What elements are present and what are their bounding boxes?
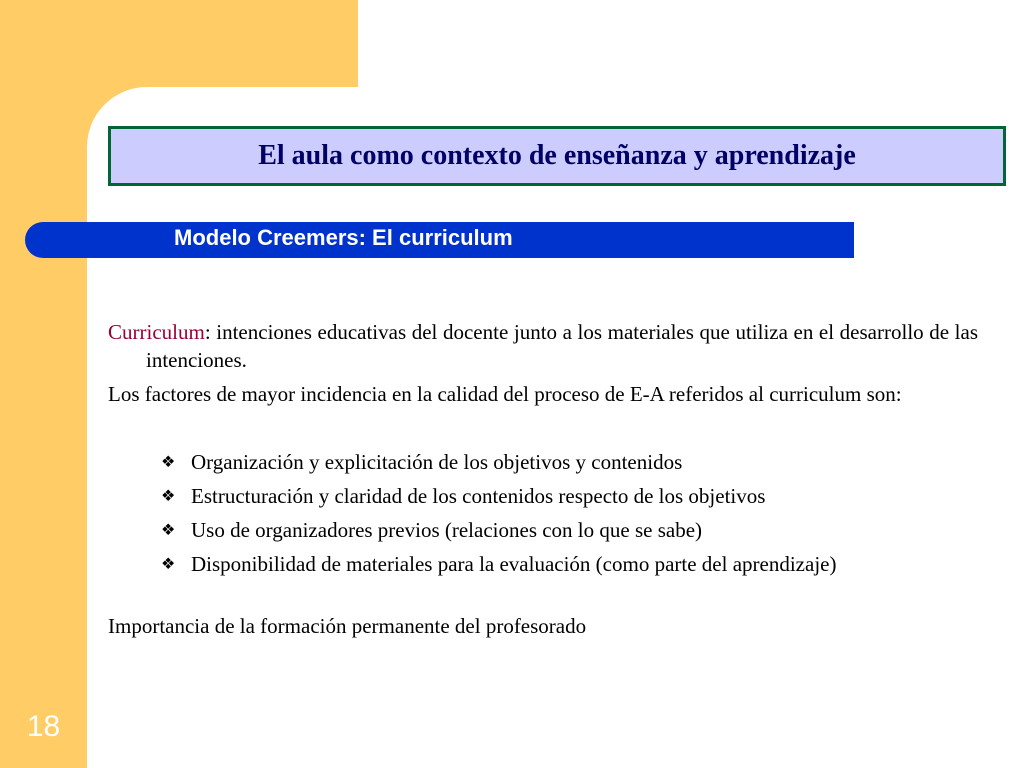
diamond-bullet-icon: ❖ [161,556,176,573]
closing-paragraph: Importancia de la formación permanente del profesorado [108,614,587,638]
slide-title: El aula como contexto de enseñanza y aprendizaje [258,140,856,171]
intro-paragraph: Los factores de mayor incidencia en la calidad del proceso de E-A referidos al curriculum son: [108,382,902,406]
sidebar-decoration [0,0,87,768]
definition-term: Curriculum [108,320,205,344]
title-box [108,126,1006,186]
slide-subtitle: Modelo Creemers: El curriculum [174,225,513,250]
list-item-text: Disponibilidad de materiales para la evaluación (como parte del aprendizaje) [191,552,837,576]
diamond-bullet-icon: ❖ [161,454,176,471]
list-item [161,550,978,578]
definition-paragraph [108,318,978,374]
list-item-text: Uso de organizadores previos (relaciones con lo que se sabe) [191,518,703,542]
diamond-bullet-icon: ❖ [161,522,176,539]
list-item [161,448,978,476]
top-decoration [0,0,358,87]
list-item-text: Estructuración y claridad de los contenidos respecto de los objetivos [191,484,766,508]
list-item [161,482,978,510]
list-item [161,516,978,544]
list-item-text: Organización y explicitación de los objetivos y contenidos [191,450,683,474]
definition-text: : intenciones educativas del docente junto a los materiales que utiliza en el desarrollo de las intenciones. [146,320,978,372]
slide-content [108,318,978,646]
diamond-bullet-icon: ❖ [161,488,176,505]
factor-list [108,448,978,578]
page-number: 18 [26,710,61,743]
